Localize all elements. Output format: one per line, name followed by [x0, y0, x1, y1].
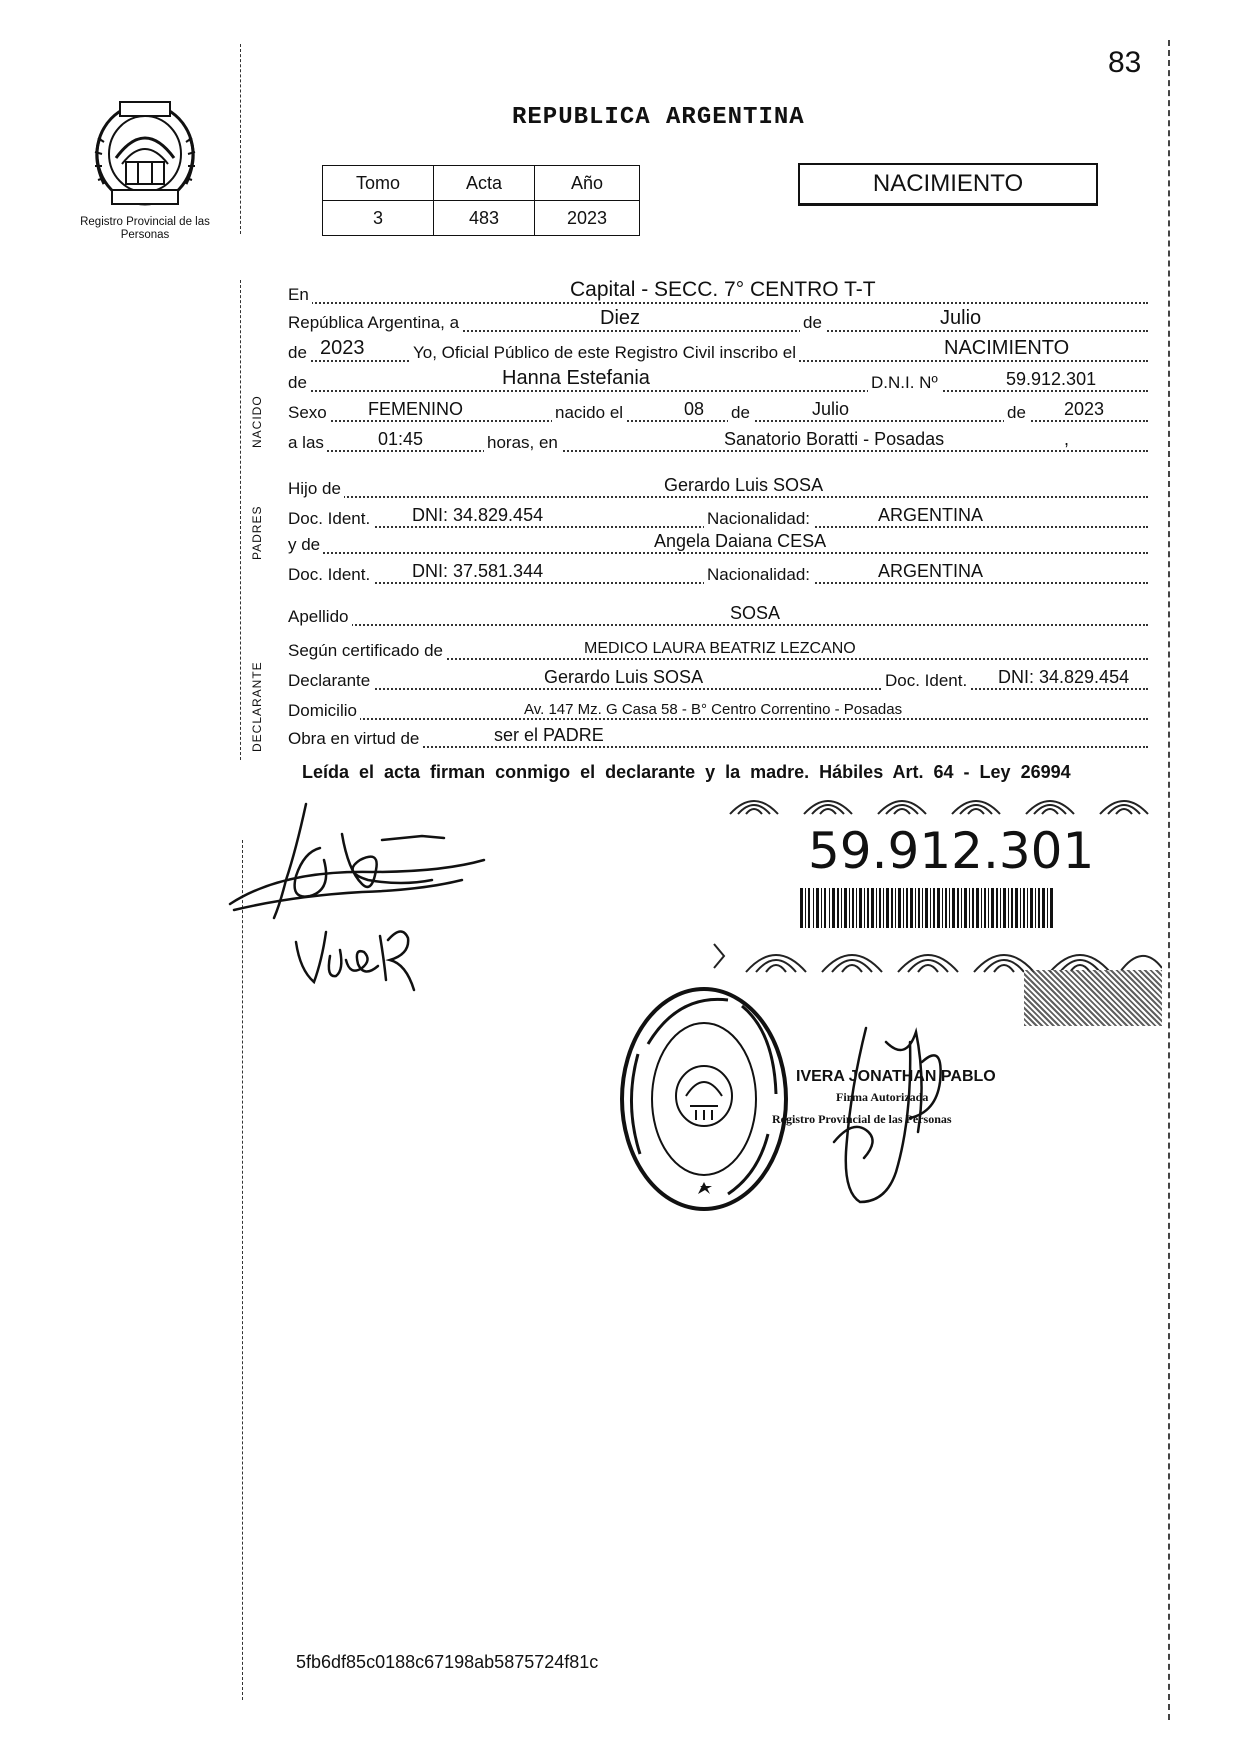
- field-label: Obra en virtud de: [288, 729, 422, 749]
- dotted-rule: [288, 450, 1148, 452]
- year-value: 2023: [320, 337, 365, 359]
- birth-place-value: Sanatorio Boratti - Posadas: [724, 429, 945, 449]
- official-registry: Registro Provincial de las Personas: [772, 1112, 952, 1126]
- barcode: [800, 888, 1056, 928]
- mother-nationality-value: ARGENTINA: [878, 561, 984, 581]
- field-label: Nacionalidad:: [704, 565, 813, 585]
- mother-doc-value: DNI: 37.581.344: [412, 561, 544, 581]
- mother-signature: [292, 920, 422, 1000]
- record-table-cell: 483: [434, 201, 535, 236]
- page-number: 83: [1108, 46, 1142, 79]
- field-label: D.N.I. Nº: [868, 373, 941, 393]
- margin-rule: [240, 280, 241, 760]
- event-value: NACIMIENTO: [944, 337, 1070, 359]
- dotted-rule: [288, 718, 1148, 720]
- form-line-hora: [288, 430, 1148, 456]
- field-label: de: [1004, 403, 1029, 423]
- registry-name: Registro Provincial de las Personas: [80, 216, 210, 241]
- dotted-rule: [288, 496, 1148, 498]
- child-dni-value: 59.912.301: [1006, 369, 1097, 389]
- dni-number-large: 59.912.301: [808, 822, 1095, 880]
- form-line-madre: [288, 532, 1148, 558]
- field-label: Sexo: [288, 403, 330, 423]
- form-line-padre: [288, 476, 1148, 502]
- birth-year-value: 2023: [1064, 399, 1105, 419]
- field-label: Declarante: [288, 671, 373, 691]
- record-table-header: Acta: [434, 166, 535, 201]
- dotted-rule: [288, 624, 1148, 626]
- declarant-doc-value: DNI: 34.829.454: [998, 667, 1130, 687]
- day-value: Diez: [600, 307, 641, 329]
- record-table-header: Tomo: [323, 166, 434, 201]
- month-value: Julio: [940, 307, 982, 329]
- father-doc-value: DNI: 34.829.454: [412, 505, 544, 525]
- field-label: Doc. Ident.: [288, 565, 373, 585]
- form-line-madre-doc: [288, 562, 1148, 588]
- record-table-value-row: [323, 201, 640, 236]
- field-label: Doc. Ident.: [288, 509, 373, 529]
- document-title: REPUBLICA ARGENTINA: [512, 104, 805, 131]
- form-line-certificado: [288, 638, 1148, 664]
- field-label: de: [288, 373, 310, 393]
- birth-month-value: Julio: [812, 399, 850, 419]
- field-label: Según certificado de: [288, 641, 446, 661]
- field-label: de: [728, 403, 753, 423]
- dotted-rule: [288, 688, 1148, 690]
- field-label: horas, en: [484, 433, 561, 453]
- record-type-box: NACIMIENTO: [798, 163, 1098, 206]
- field-label: Domicilio: [288, 701, 360, 721]
- record-table-header-row: [323, 166, 640, 201]
- field-label: nacido el: [552, 403, 626, 423]
- closing-statement: Leída el acta firman conmigo el declarante y la madre. Hábiles Art. 64 - Ley 26994: [302, 762, 1071, 782]
- security-hologram: [1024, 970, 1162, 1026]
- dotted-rule: [288, 552, 1148, 554]
- official-signature: [826, 1022, 952, 1212]
- official-role: Firma Autorizada: [836, 1090, 929, 1104]
- security-pattern-bottom: [712, 938, 1162, 974]
- margin-rule: [242, 840, 243, 1700]
- margin-rule: [240, 44, 241, 234]
- field-label: de: [800, 313, 825, 333]
- field-label: de: [288, 343, 310, 363]
- field-label: y de: [288, 535, 323, 555]
- father-nationality-value: ARGENTINA: [878, 505, 984, 525]
- comma: ,: [1064, 429, 1070, 449]
- form-line-padre-doc: [288, 506, 1148, 532]
- official-name: IVERA JONATHAN PABLO: [796, 1068, 996, 1085]
- dotted-rule: [288, 390, 1148, 392]
- section-label-declarante: DECLARANTE: [250, 661, 264, 752]
- section-label-nacido: NACIDO: [250, 395, 264, 448]
- form-line-apellido: [288, 604, 1148, 630]
- reason-value: ser el PADRE: [494, 725, 604, 745]
- record-table-header: Año: [535, 166, 640, 201]
- margin-rule-right: [1168, 40, 1170, 1720]
- record-table: [322, 165, 640, 236]
- address-value: Av. 147 Mz. G Casa 58 - B° Centro Correntino - Posadas: [524, 701, 903, 718]
- father-name-value: Gerardo Luis SOSA: [664, 475, 824, 495]
- official-seal: [618, 984, 790, 1214]
- child-name-value: Hanna Estefania: [502, 367, 650, 389]
- record-table-cell: 2023: [535, 201, 640, 236]
- form-line-republica: [288, 307, 1148, 336]
- field-label: En: [288, 285, 312, 305]
- security-pattern-top: [716, 790, 1162, 816]
- field-label: República Argentina, a: [288, 313, 462, 333]
- section-label-padres: PADRES: [250, 505, 264, 560]
- field-label: Apellido: [288, 607, 352, 627]
- form-line-inscripcion: [288, 337, 1148, 366]
- form-line-sexo: [288, 400, 1148, 426]
- form-line-nombre: [288, 367, 1148, 396]
- record-table-cell: 3: [323, 201, 434, 236]
- form-line-domicilio: [288, 698, 1148, 724]
- declarant-signature: [222, 800, 492, 930]
- certificate-value: MEDICO LAURA BEATRIZ LEZCANO: [584, 640, 856, 657]
- declarant-name-value: Gerardo Luis SOSA: [544, 667, 704, 687]
- birth-day-value: 08: [684, 399, 705, 419]
- field-label: Nacionalidad:: [704, 509, 813, 529]
- province-emblem: [86, 98, 204, 210]
- form-line-declarante: [288, 668, 1148, 694]
- field-label: Doc. Ident.: [882, 671, 970, 691]
- birth-time-value: 01:45: [378, 429, 424, 449]
- mother-name-value: Angela Daiana CESA: [654, 531, 827, 551]
- field-label: Hijo de: [288, 479, 344, 499]
- place-value: Capital - SECC. 7° CENTRO T-T: [570, 278, 876, 301]
- document-hash: 5fb6df85c0188c67198ab5875724f81c: [296, 1652, 599, 1672]
- sex-value: FEMENINO: [368, 399, 464, 419]
- field-label: a las: [288, 433, 327, 453]
- form-line-obra: [288, 726, 1148, 752]
- dotted-rule: [288, 302, 1148, 304]
- surname-value: SOSA: [730, 603, 781, 623]
- form-line-en: [288, 278, 1148, 308]
- field-label: Yo, Oficial Público de este Registro Civil inscribo el: [410, 343, 799, 363]
